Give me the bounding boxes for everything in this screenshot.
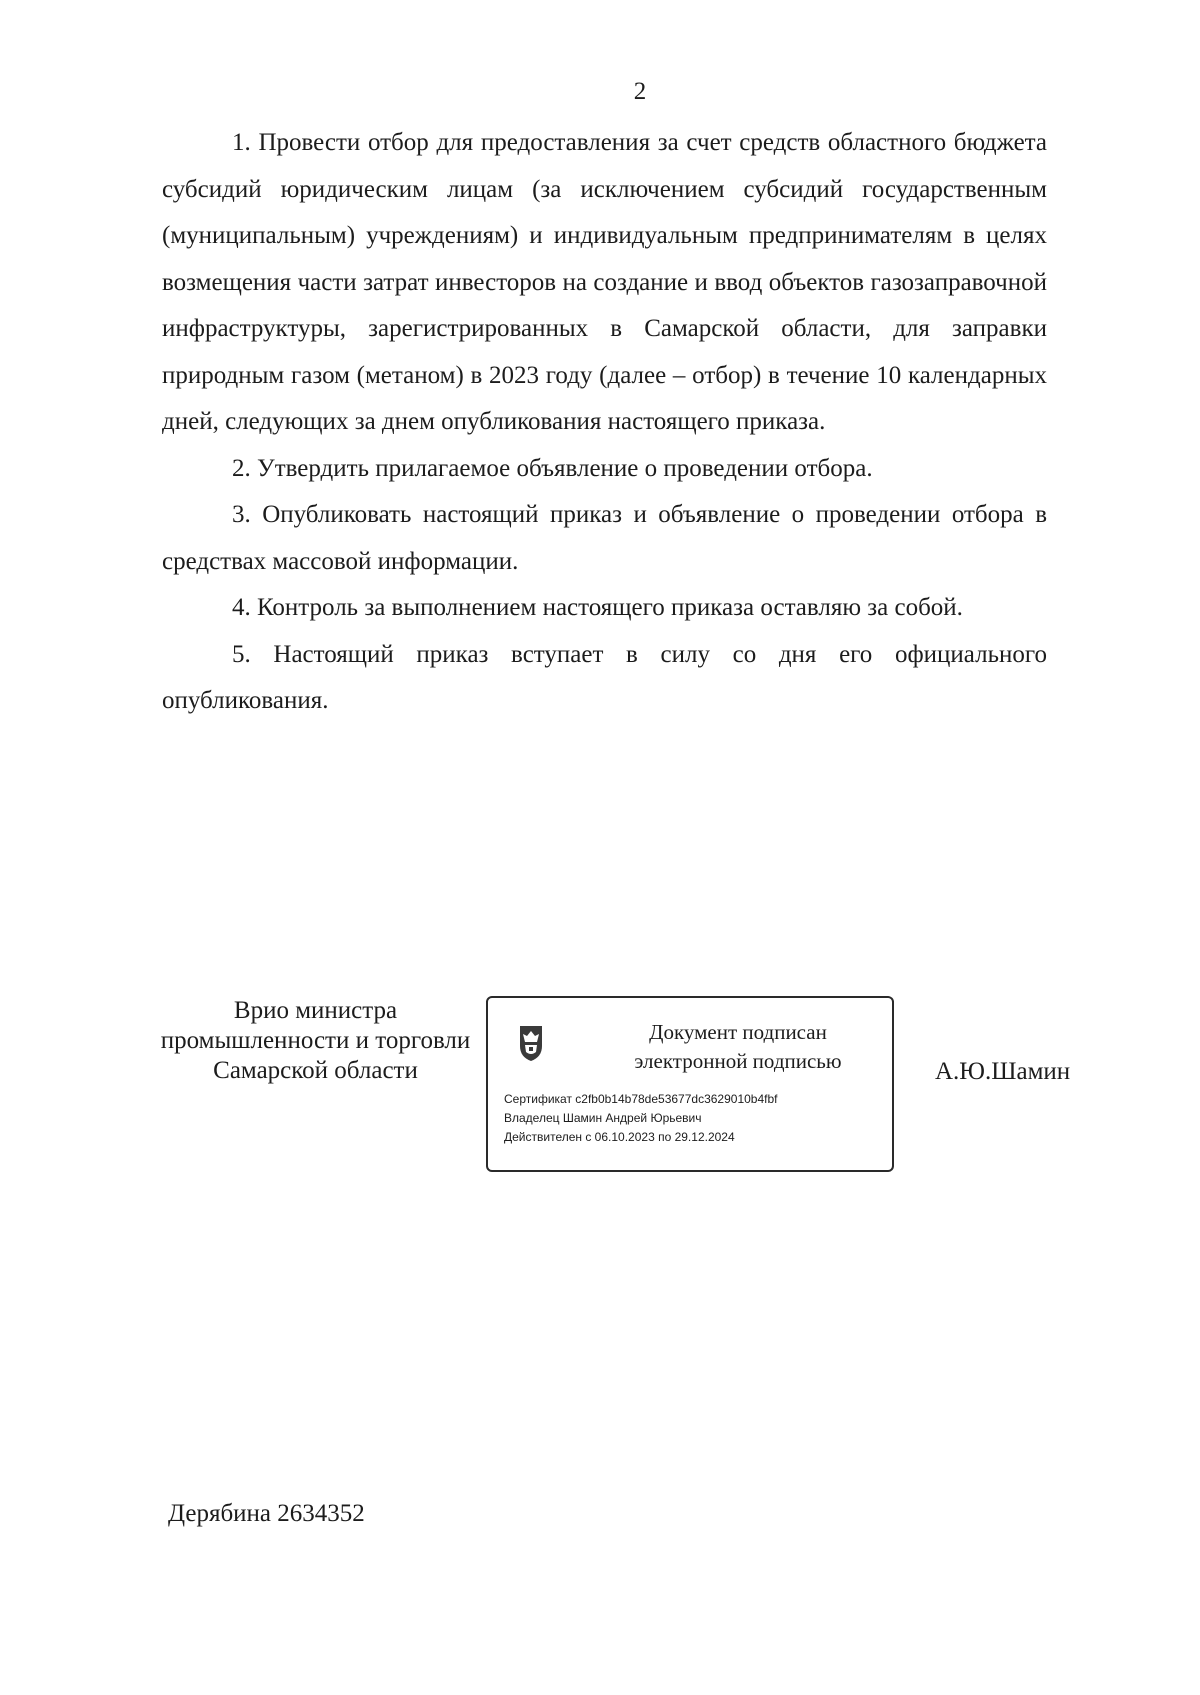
signer-title-line-1: Врио министра bbox=[233, 997, 398, 1024]
signer-title-line-3: Самарской области bbox=[213, 1057, 418, 1084]
samara-coat-of-arms-icon bbox=[516, 1024, 546, 1062]
stamp-title-line-2: электронной подписью bbox=[634, 1049, 842, 1073]
paragraph-1: 1. Провести отбор для предоставления за счет средств областного бюджета субсидий юридическим лицам (за исключением субсидий государственным (муниципальным) учреждениям) и индивидуальным предпринимателям в целях возмещения части затрат инвесторов на создание и ввод объектов газозаправочной инфраструктуры, зарегистрированных в Самарской области, для заправки природным газом (метаном) в 2023 году (далее – отбор) в течение 10 календарных дней, следующих за днем опубликования настоящего приказа. bbox=[162, 129, 1047, 435]
executor-contact: Дерябина 2634352 bbox=[168, 1500, 365, 1527]
signer-title bbox=[148, 996, 483, 1086]
paragraph-2: 2. Утвердить прилагаемое объявление о проведении отбора. bbox=[232, 454, 873, 482]
stamp-details bbox=[504, 1090, 888, 1147]
electronic-signature-stamp bbox=[486, 996, 894, 1172]
paragraph-5: 5. Настоящий приказ вступает в силу со дня его официального опубликования. bbox=[162, 640, 1047, 714]
stamp-title bbox=[598, 1018, 878, 1076]
signer-name: А.Ю.Шамин bbox=[935, 1058, 1071, 1085]
paragraph-4: 4. Контроль за выполнением настоящего приказа оставляю за собой. bbox=[232, 594, 963, 621]
stamp-validity: Действителен с 06.10.2023 по 29.12.2024 bbox=[504, 1130, 735, 1144]
order-body bbox=[162, 120, 1047, 725]
page-number: 2 bbox=[633, 78, 647, 105]
paragraph-3: 3. Опубликовать настоящий приказ и объявление о проведении отбора в средствах массовой информации. bbox=[162, 501, 1047, 575]
stamp-owner: Владелец Шамин Андрей Юрьевич bbox=[504, 1111, 702, 1125]
signer-title-line-2: промышленности и торговли bbox=[160, 1027, 471, 1054]
stamp-title-line-1: Документ подписан bbox=[649, 1020, 827, 1044]
stamp-certificate: Сертификат c2fb0b14b78de53677dc3629010b4fbf bbox=[504, 1092, 778, 1106]
